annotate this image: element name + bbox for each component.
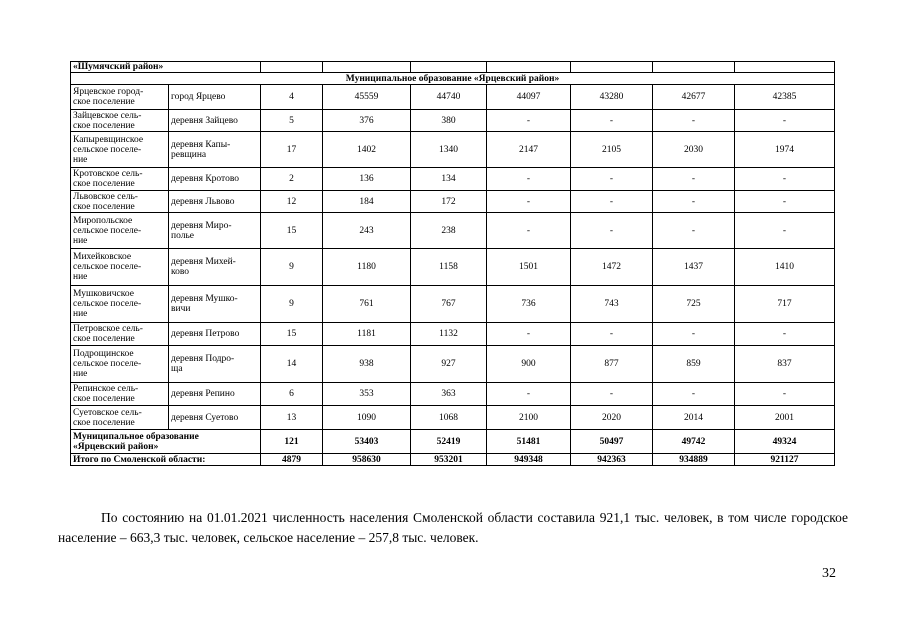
table-row xyxy=(71,85,835,110)
total-value-cell: 53403 xyxy=(323,430,411,454)
total-count-cell: 121 xyxy=(261,430,323,454)
region-header-row xyxy=(71,62,835,73)
table-row xyxy=(71,249,835,286)
empty-cell xyxy=(411,62,487,73)
value-cell: - xyxy=(735,191,835,213)
value-cell: - xyxy=(653,191,735,213)
table-row xyxy=(71,132,835,168)
table-row xyxy=(71,286,835,323)
value-cell: 172 xyxy=(411,191,487,213)
value-cell: 1068 xyxy=(411,406,487,430)
locality-cell: деревня Капы- ревщина xyxy=(169,132,261,168)
locality-cell: деревня Кротово xyxy=(169,168,261,191)
section-header-row xyxy=(71,73,835,85)
summary-paragraph xyxy=(58,508,848,548)
section-header-cell: Муниципальное образование «Ярцевский район» xyxy=(71,73,835,85)
total-value-cell: 52419 xyxy=(411,430,487,454)
table-row xyxy=(71,191,835,213)
table-row xyxy=(71,213,835,249)
locality-cell: деревня Львово xyxy=(169,191,261,213)
total-value-cell: 942363 xyxy=(571,454,653,466)
value-cell: 353 xyxy=(323,383,411,406)
total-label-cell: Итого по Смоленской области: xyxy=(71,454,261,466)
locality-cell: деревня Михей- ково xyxy=(169,249,261,286)
value-cell: - xyxy=(571,110,653,132)
count-cell: 17 xyxy=(261,132,323,168)
locality-cell: деревня Зайцево xyxy=(169,110,261,132)
value-cell: 184 xyxy=(323,191,411,213)
empty-cell xyxy=(323,62,411,73)
value-cell: 2100 xyxy=(487,406,571,430)
empty-cell xyxy=(735,62,835,73)
value-cell: 42385 xyxy=(735,85,835,110)
value-cell: 927 xyxy=(411,346,487,383)
value-cell: - xyxy=(571,191,653,213)
settlement-cell: Ярцевское город- ское поселение xyxy=(71,85,169,110)
value-cell: 376 xyxy=(323,110,411,132)
region-name-cell: «Шумячский район» xyxy=(71,62,261,73)
settlement-cell: Капыревщинское сельское поселе- ние xyxy=(71,132,169,168)
value-cell: 717 xyxy=(735,286,835,323)
value-cell: 2001 xyxy=(735,406,835,430)
page-number: 32 xyxy=(822,566,836,581)
mo-total-row xyxy=(71,430,835,454)
settlement-cell: Подрощинское сельское поселе- ние xyxy=(71,346,169,383)
total-value-cell: 49742 xyxy=(653,430,735,454)
value-cell: - xyxy=(653,383,735,406)
settlement-cell: Суетовское сель- ское поселение xyxy=(71,406,169,430)
value-cell: 44740 xyxy=(411,85,487,110)
value-cell: - xyxy=(487,383,571,406)
value-cell: 725 xyxy=(653,286,735,323)
total-value-cell: 958630 xyxy=(323,454,411,466)
value-cell: - xyxy=(487,191,571,213)
locality-cell: деревня Мушко- вичи xyxy=(169,286,261,323)
count-cell: 13 xyxy=(261,406,323,430)
value-cell: - xyxy=(571,213,653,249)
value-cell: 2014 xyxy=(653,406,735,430)
value-cell: 1158 xyxy=(411,249,487,286)
value-cell: 363 xyxy=(411,383,487,406)
value-cell: - xyxy=(653,323,735,346)
population-table xyxy=(70,61,835,466)
value-cell: 42677 xyxy=(653,85,735,110)
table-row xyxy=(71,406,835,430)
value-cell: 134 xyxy=(411,168,487,191)
settlement-cell: Львовское сель- ское поселение xyxy=(71,191,169,213)
table-row xyxy=(71,383,835,406)
value-cell: 2105 xyxy=(571,132,653,168)
value-cell: 1181 xyxy=(323,323,411,346)
count-cell: 6 xyxy=(261,383,323,406)
summary-text: По состоянию на 01.01.2021 численность населения Смоленской области составила 921,1 тыс. человек, в том числе городское население – 663,3 тыс. человек, сельское население – 257,8 тыс. человек. xyxy=(58,510,848,545)
total-count-cell: 4879 xyxy=(261,454,323,466)
value-cell: - xyxy=(735,383,835,406)
value-cell: 877 xyxy=(571,346,653,383)
value-cell: 1501 xyxy=(487,249,571,286)
settlement-cell: Михейковское сельское поселе- ние xyxy=(71,249,169,286)
value-cell: 1437 xyxy=(653,249,735,286)
value-cell: - xyxy=(571,323,653,346)
empty-cell xyxy=(571,62,653,73)
value-cell: - xyxy=(735,323,835,346)
locality-cell: деревня Репино xyxy=(169,383,261,406)
value-cell: - xyxy=(735,213,835,249)
value-cell: 1402 xyxy=(323,132,411,168)
value-cell: 44097 xyxy=(487,85,571,110)
value-cell: 1472 xyxy=(571,249,653,286)
total-value-cell: 49324 xyxy=(735,430,835,454)
value-cell: 1090 xyxy=(323,406,411,430)
count-cell: 14 xyxy=(261,346,323,383)
count-cell: 15 xyxy=(261,213,323,249)
value-cell: - xyxy=(487,110,571,132)
value-cell: 243 xyxy=(323,213,411,249)
count-cell: 15 xyxy=(261,323,323,346)
table-row xyxy=(71,110,835,132)
value-cell: 238 xyxy=(411,213,487,249)
value-cell: - xyxy=(571,383,653,406)
total-value-cell: 921127 xyxy=(735,454,835,466)
value-cell: 743 xyxy=(571,286,653,323)
settlement-cell: Зайцевское сель- ское поселение xyxy=(71,110,169,132)
value-cell: 2030 xyxy=(653,132,735,168)
total-value-cell: 934889 xyxy=(653,454,735,466)
empty-cell xyxy=(487,62,571,73)
value-cell: 859 xyxy=(653,346,735,383)
value-cell: 837 xyxy=(735,346,835,383)
count-cell: 5 xyxy=(261,110,323,132)
value-cell: 2020 xyxy=(571,406,653,430)
value-cell: 1340 xyxy=(411,132,487,168)
table-row xyxy=(71,168,835,191)
value-cell: - xyxy=(653,110,735,132)
value-cell: 1180 xyxy=(323,249,411,286)
total-value-cell: 949348 xyxy=(487,454,571,466)
count-cell: 4 xyxy=(261,85,323,110)
count-cell: 9 xyxy=(261,286,323,323)
value-cell: - xyxy=(653,213,735,249)
value-cell: - xyxy=(487,323,571,346)
value-cell: - xyxy=(653,168,735,191)
value-cell: 1974 xyxy=(735,132,835,168)
settlement-cell: Петровское сель- ское поселение xyxy=(71,323,169,346)
value-cell: - xyxy=(487,168,571,191)
total-value-cell: 50497 xyxy=(571,430,653,454)
settlement-cell: Репинское сель- ское поселение xyxy=(71,383,169,406)
settlement-cell: Миропольское сельское поселе- ние xyxy=(71,213,169,249)
settlement-cell: Мушковичское сельское поселе- ние xyxy=(71,286,169,323)
count-cell: 12 xyxy=(261,191,323,213)
total-label-cell: Муниципальное образование «Ярцевский район» xyxy=(71,430,261,454)
region-total-row xyxy=(71,454,835,466)
value-cell: - xyxy=(735,168,835,191)
total-value-cell: 953201 xyxy=(411,454,487,466)
locality-cell: деревня Подро- ща xyxy=(169,346,261,383)
table-row xyxy=(71,323,835,346)
value-cell: 380 xyxy=(411,110,487,132)
value-cell: 900 xyxy=(487,346,571,383)
value-cell: 136 xyxy=(323,168,411,191)
table-row xyxy=(71,346,835,383)
locality-cell: деревня Суетово xyxy=(169,406,261,430)
value-cell: 45559 xyxy=(323,85,411,110)
empty-cell xyxy=(653,62,735,73)
value-cell: 938 xyxy=(323,346,411,383)
locality-cell: деревня Миро- полье xyxy=(169,213,261,249)
count-cell: 9 xyxy=(261,249,323,286)
total-value-cell: 51481 xyxy=(487,430,571,454)
value-cell: 43280 xyxy=(571,85,653,110)
settlement-cell: Кротовское сель- ское поселение xyxy=(71,168,169,191)
value-cell: 767 xyxy=(411,286,487,323)
value-cell: 2147 xyxy=(487,132,571,168)
value-cell: 1410 xyxy=(735,249,835,286)
value-cell: 1132 xyxy=(411,323,487,346)
empty-cell xyxy=(261,62,323,73)
count-cell: 2 xyxy=(261,168,323,191)
value-cell: - xyxy=(571,168,653,191)
value-cell: 761 xyxy=(323,286,411,323)
value-cell: 736 xyxy=(487,286,571,323)
locality-cell: город Ярцево xyxy=(169,85,261,110)
locality-cell: деревня Петрово xyxy=(169,323,261,346)
value-cell: - xyxy=(735,110,835,132)
value-cell: - xyxy=(487,213,571,249)
